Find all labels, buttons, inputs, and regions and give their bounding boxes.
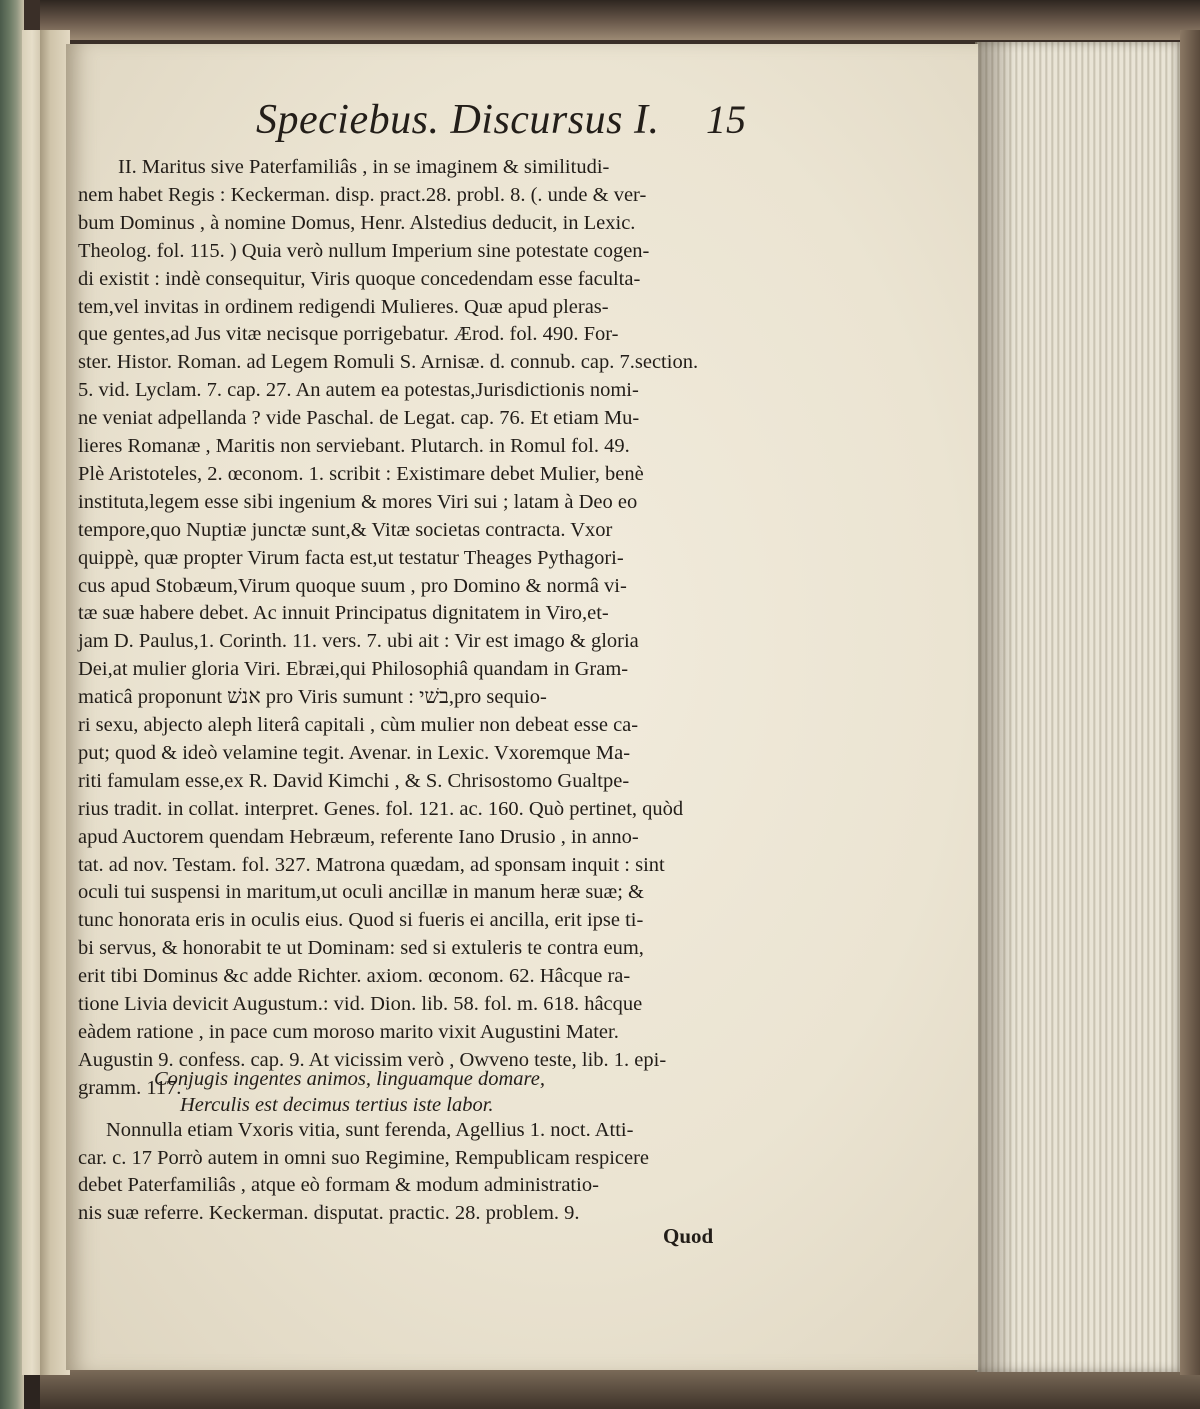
printed-page [66, 44, 978, 1370]
binding-bottom-edge [40, 1370, 1200, 1409]
text-line: Herculis est decimus tertius iste labor. [180, 1094, 494, 1116]
text-line: maticâ proponunt אנשׁ pro Viris sumunt : בשׁי,pro sequio- [78, 686, 547, 709]
text-line: ster. Histor. Roman. ad Legem Romuli S. Arnisæ. d. connub. cap. 7.section. [78, 351, 699, 374]
page-edges-shadow [975, 42, 1015, 1372]
text-line: erit tibi Dominus &c adde Richter. axiom. œconom. 62. Hâcque ra- [78, 965, 631, 988]
text-line: bum Dominus , à nomine Domus, Henr. Alstedius deducit, in Lexic. [78, 211, 636, 234]
text-line: tem,vel invitas in ordinem redigendi Mulieres. Quæ apud pleras- [78, 295, 609, 318]
text-line: eàdem ratione , in pace cum moroso marito vixit Augustini Mater. [78, 1020, 619, 1043]
book-cover-left [0, 0, 24, 1409]
text-line: bi servus, & honorabit te ut Dominam: sed si extuleris te contra eum, [78, 937, 644, 960]
text-line: II. Maritus sive Paterfamiliâs , in se imaginem & similitudi- [118, 156, 610, 178]
text-line: nem habet Regis : Keckerman. disp. pract.28. probl. 8. (. unde & ver- [78, 183, 647, 206]
text-line: cus apud Stobæum,Virum quoque suum , pro Domino & normâ vi- [78, 574, 627, 597]
text-line: nis suæ referre. Keckerman. disputat. practic. 28. problem. 9. [78, 1201, 580, 1224]
text-line: Nonnulla etiam Vxoris vitia, sunt ferenda, Agellius 1. noct. Atti- [106, 1119, 634, 1141]
text-line: tione Livia devicit Augustum.: vid. Dion. lib. 58. fol. m. 618. hâcque [78, 993, 643, 1015]
binding-top-edge [40, 0, 1200, 40]
text-line: ri sexu, abjecto aleph literâ capitali , cùm mulier non debeat esse ca- [78, 714, 639, 736]
text-line: tat. ad nov. Testam. fol. 327. Matrona quædam, ad sponsam inquit : sint [78, 853, 665, 876]
text-line: debet Paterfamiliâs , atque eò formam & modum administratio- [78, 1174, 599, 1197]
binding-right-edge [1180, 30, 1200, 1375]
text-line: di existit : indè consequitur, Viris quoque concedendam esse faculta- [78, 267, 641, 290]
text-line: Dei,at mulier gloria Viri. Ebræi,qui Philosophiâ quandam in Gram- [78, 658, 629, 681]
text-line: Plè Aristoteles, 2. œconom. 1. scribit : Existimare debet Mulier, benè [78, 462, 644, 485]
text-line: riti famulam esse,ex R. David Kimchi , & S. Chrisostomo Gualtpe- [78, 769, 630, 792]
text-line: oculi tui suspensi in maritum,ut oculi ancillæ in manum heræ suæ; & [78, 881, 644, 904]
page-number: 15 [706, 97, 746, 142]
text-line: tunc honorata eris in oculis eius. Quod si fueris ei ancilla, erit ipse ti- [78, 909, 644, 932]
text-line: Theolog. fol. 115. ) Quia verò nullum Imperium sine potestate cogen- [78, 239, 650, 262]
text-line: instituta,legem esse sibi ingenium & mores Viri sui ; latam à Deo eo [78, 490, 638, 513]
text-line: apud Auctorem quendam Hebræum, referente Iano Drusio , in anno- [78, 825, 639, 848]
text-line: Conjugis ingentes animos, linguamque domare, [154, 1068, 546, 1090]
running-head: Speciebus. Discursus I. [256, 97, 660, 143]
text-line: put; quod & ideò velamine tegit. Avenar. in Lexic. Vxoremque Ma- [78, 741, 631, 764]
text-line: que gentes,ad Jus vitæ necisque porrigebatur. Ærod. fol. 490. For- [78, 323, 619, 346]
text-line: gramm. 117. [78, 1076, 182, 1099]
text-line: tæ suæ habere debet. Ac innuit Principatus dignitatem in Viro,et- [78, 602, 609, 625]
text-line: car. c. 17 Porrò autem in omni suo Regimine, Rempublicam respicere [78, 1146, 650, 1169]
text-line: 5. vid. Lyclam. 7. cap. 27. An autem ea potestas,Jurisdictionis nomi- [78, 379, 639, 402]
text-line: jam D. Paulus,1. Corinth. 11. vers. 7. ubi ait : Vir est imago & gloria [78, 630, 639, 653]
text-line: lieres Romanæ , Maritis non serviebant. Plutarch. in Romul fol. 49. [78, 435, 630, 457]
text-line: quippè, quæ propter Virum facta est,ut testatur Theages Pythagori- [78, 546, 624, 569]
text-line: Augustin 9. confess. cap. 9. At vicissim verò , Owveno teste, lib. 1. epi- [78, 1048, 667, 1071]
text-block [66, 44, 978, 1370]
text-line: rius tradit. in collat. interpret. Genes. fol. 121. ac. 160. Quò pertinet, quòd [78, 797, 684, 820]
text-line: ne veniat adpellanda ? vide Paschal. de Legat. cap. 76. Et etiam Mu- [78, 407, 640, 430]
text-line: tempore,quo Nuptiæ junctæ sunt,& Vitæ societas contracta. Vxor [78, 518, 613, 541]
catchword: Quod [663, 1224, 714, 1248]
